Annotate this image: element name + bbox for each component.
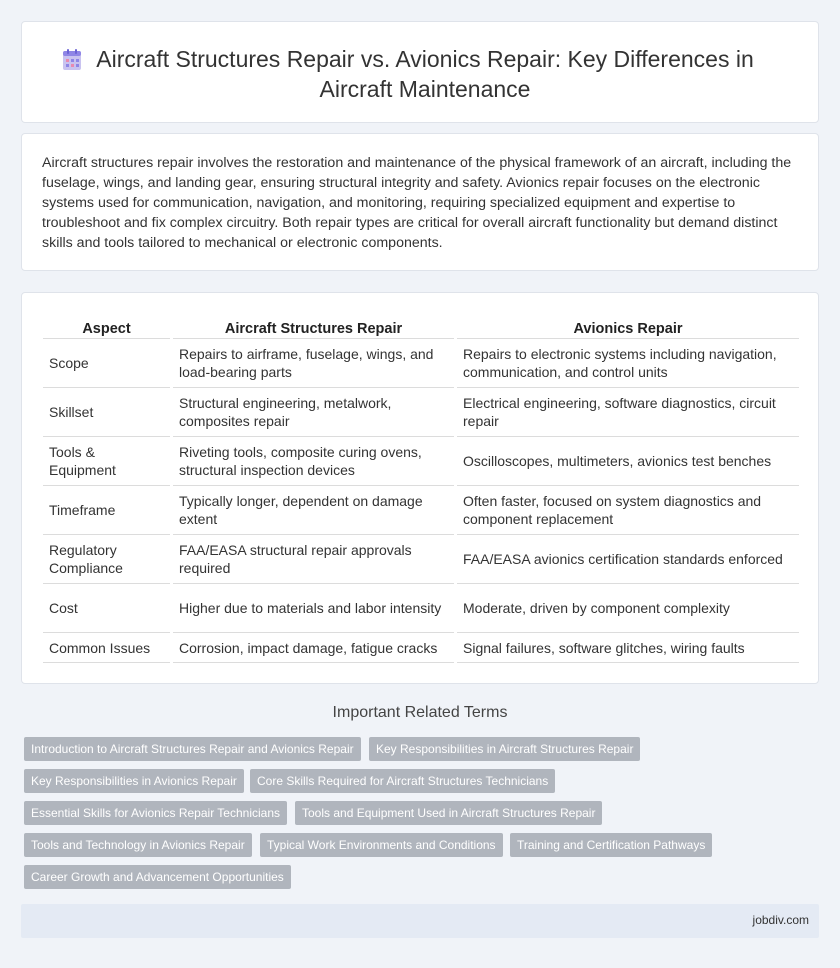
table-cell: Electrical engineering, software diagnostics, circuit repair	[456, 388, 800, 437]
table-cell: Timeframe	[43, 486, 172, 535]
related-term-tag[interactable]: Key Responsibilities in Avionics Repair	[24, 769, 244, 793]
header-card	[21, 21, 819, 123]
table-row	[43, 633, 799, 663]
comparison-card	[21, 292, 819, 684]
related-terms-heading: Important Related Terms	[332, 704, 508, 721]
table-cell: Scope	[43, 339, 172, 388]
table-cell: Signal failures, software glitches, wiring faults	[456, 633, 800, 663]
table-cell: Tools & Equipment	[43, 437, 172, 486]
footer-bar	[21, 904, 819, 938]
table-row	[43, 584, 799, 633]
table-cell: Repairs to electronic systems including navigation, communication, and control units	[456, 339, 800, 388]
related-term-tag[interactable]: Career Growth and Advancement Opportunities	[24, 865, 291, 889]
comparison-table	[43, 310, 799, 663]
table-cell: FAA/EASA structural repair approvals required	[172, 535, 456, 584]
table-row	[43, 486, 799, 535]
related-term-tag[interactable]: Key Responsibilities in Aircraft Structures Repair	[369, 737, 640, 761]
page-title: Aircraft Structures Repair vs. Avionics Repair: Key Differences in Aircraft Maintenance	[96, 46, 754, 102]
table-row	[43, 437, 799, 486]
table-cell: Often faster, focused on system diagnostics and component replacement	[456, 486, 800, 535]
table-cell: Common Issues	[43, 633, 172, 663]
table-cell: Repairs to airframe, fuselage, wings, and load-bearing parts	[172, 339, 456, 388]
related-term-tag[interactable]: Tools and Technology in Avionics Repair	[24, 833, 252, 857]
table-cell: Skillset	[43, 388, 172, 437]
related-term-tag[interactable]: Core Skills Required for Aircraft Structures Technicians	[250, 769, 555, 793]
related-term-tag[interactable]: Introduction to Aircraft Structures Repair and Avionics Repair	[24, 737, 361, 761]
footer-site-link[interactable]: jobdiv.com	[752, 913, 809, 927]
table-cell: Structural engineering, metalwork, composites repair	[172, 388, 456, 437]
column-header-structures: Aircraft Structures Repair	[172, 310, 456, 339]
table-cell: Riveting tools, composite curing ovens, structural inspection devices	[172, 437, 456, 486]
table-cell: Oscilloscopes, multimeters, avionics test benches	[456, 437, 800, 486]
table-cell: Corrosion, impact damage, fatigue cracks	[172, 633, 456, 663]
column-header-aspect: Aspect	[43, 310, 172, 339]
related-term-tag[interactable]: Training and Certification Pathways	[510, 833, 712, 857]
related-term-tag[interactable]: Tools and Equipment Used in Aircraft Structures Repair	[295, 801, 602, 825]
intro-paragraph: Aircraft structures repair involves the restoration and maintenance of the physical framework of an aircraft, including the fuselage, wings, and landing gear, ensuring structural integrity and safety. Avionics repair focuses on the electronic systems used for communication, navigation, and monitoring, requiring specialized equipment and expertise to troubleshoot and fix complex circuitry. Both repair types are critical for overall aircraft functionality but demand distinct skills and tools tailored to mechanical or electronic components.	[42, 155, 792, 251]
table-row	[43, 339, 799, 388]
related-term-tag[interactable]: Essential Skills for Avionics Repair Technicians	[24, 801, 287, 825]
table-cell: Cost	[43, 584, 172, 633]
table-row	[43, 535, 799, 584]
related-term-tag[interactable]: Typical Work Environments and Conditions	[260, 833, 503, 857]
intro-card	[21, 133, 819, 271]
table-header-row	[43, 310, 799, 339]
table-row	[43, 388, 799, 437]
table-cell: Typically longer, dependent on damage extent	[172, 486, 456, 535]
table-cell: FAA/EASA avionics certification standards enforced	[456, 535, 800, 584]
table-cell: Higher due to materials and labor intensity	[172, 584, 456, 633]
table-cell: Regulatory Compliance	[43, 535, 172, 584]
table-cell: Moderate, driven by component complexity	[456, 584, 800, 633]
column-header-avionics: Avionics Repair	[456, 310, 800, 339]
